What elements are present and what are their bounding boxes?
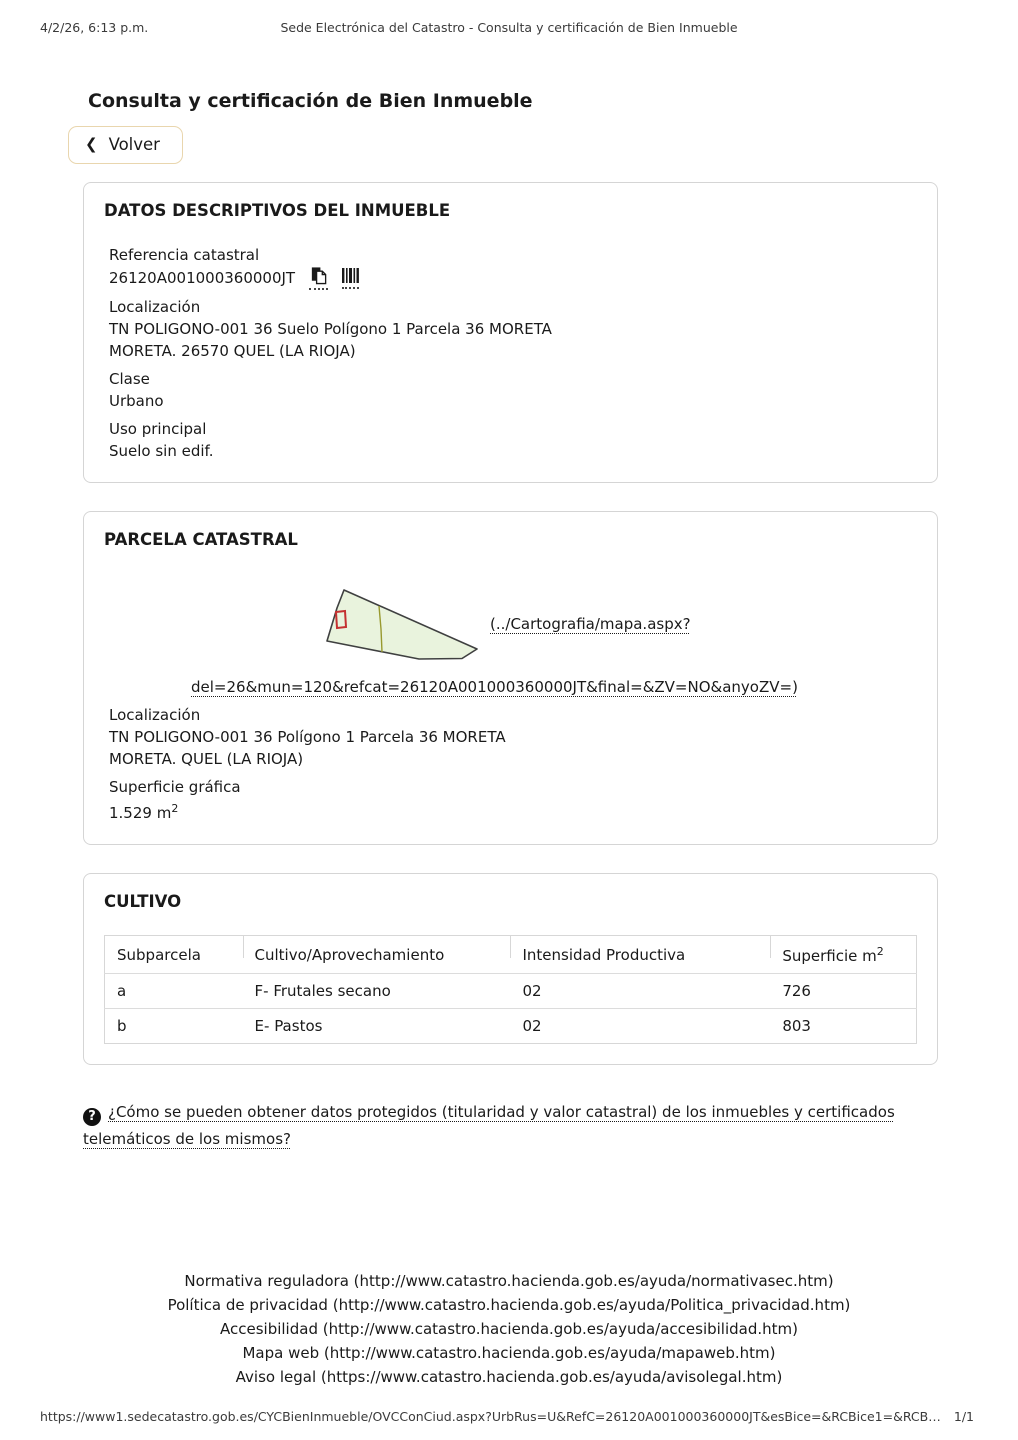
col-header-subparcela: Subparcela: [117, 946, 201, 964]
field-clase: [109, 368, 917, 412]
parcela-localizacion-label: Localización: [109, 706, 201, 724]
question-circle-icon: ?: [83, 1108, 101, 1126]
cell-intensidad: 02: [522, 982, 542, 1000]
page-indicator: 1/1: [953, 1409, 974, 1424]
uso-value: Suelo sin edif.: [109, 442, 214, 460]
field-referencia-catastral: [109, 244, 917, 290]
localizacion-line2: MORETA. 26570 QUEL (LA RIOJA): [109, 342, 356, 360]
print-doc-title: Sede Electrónica del Catastro - Consulta y certificación de Bien Inmueble: [280, 20, 738, 35]
footer-links: [0, 1269, 1018, 1389]
help-link[interactable]: ¿Cómo se pueden obtener datos protegidos (titularidad y valor catastral) de los inmuebles y certificados telemáticos de los mismos?: [83, 1103, 895, 1148]
table-row: [105, 974, 917, 1009]
cell-subparcela: b: [117, 1017, 127, 1035]
section-cultivo: [83, 873, 938, 1065]
copy-icon[interactable]: [309, 266, 328, 290]
col-header-superficie: Superficie $m^2$: [770, 936, 916, 974]
barcode-icon[interactable]: [342, 268, 359, 289]
print-header: [0, 0, 1018, 38]
cell-intensidad: 02: [522, 1017, 542, 1035]
footer-link-privacidad[interactable]: Política de privacidad (http://www.catastro.hacienda.gob.es/ayuda/Politica_privacidad.htm): [167, 1296, 851, 1314]
table-row: [105, 1009, 917, 1044]
parcela-localizacion-line2: MORETA. QUEL (LA RIOJA): [109, 750, 304, 768]
parcela-localizacion-line1: TN POLIGONO-001 36 Polígono 1 Parcela 36 MORETA: [109, 728, 506, 746]
section-datos-descriptivos: [83, 182, 938, 483]
footer-link-mapa-web[interactable]: Mapa web (http://www.catastro.hacienda.gob.es/ayuda/mapaweb.htm): [242, 1344, 776, 1362]
section-parcela-catastral: [83, 511, 938, 845]
cultivo-header-row: [105, 936, 917, 974]
superficie-label: Superficie gráfica: [109, 778, 241, 796]
print-datetime: 4/2/26, 6:13 p.m.: [40, 20, 149, 35]
col-header-intensidad: Intensidad Productiva: [510, 936, 770, 974]
field-uso-principal: [109, 418, 917, 462]
referencia-label: Referencia catastral: [109, 246, 260, 264]
clase-label: Clase: [109, 370, 150, 388]
cultivo-heading: CULTIVO: [104, 892, 182, 911]
referencia-value: 26120A001000360000JT: [109, 269, 296, 287]
cell-cultivo: E- Pastos: [254, 1017, 323, 1035]
cultivo-table: [104, 935, 917, 1044]
field-parcela-localizacion: [109, 704, 917, 770]
map-link-part1[interactable]: (../Cartografia/mapa.aspx?: [490, 614, 691, 633]
page-title: Consulta y certificación de Bien Inmueble: [88, 90, 533, 112]
col-header-cultivo: Cultivo/Aprovechamiento: [243, 936, 511, 974]
localizacion-label: Localización: [109, 298, 201, 316]
cell-superficie: 803: [782, 1017, 811, 1035]
footer-link-normativa[interactable]: Normativa reguladora (http://www.catastro.hacienda.gob.es/ayuda/normativasec.htm): [184, 1272, 834, 1290]
superficie-value: 1.529 $m^2$: [109, 802, 179, 822]
map-link-part2[interactable]: del=26&mun=120&refcat=26120A001000360000JT&final=&ZV=NO&anyoZV=): [191, 678, 798, 696]
chevron-left-icon: ❮: [85, 135, 98, 153]
print-footer: [0, 1399, 1018, 1440]
cell-cultivo: F- Frutales secano: [254, 982, 391, 1000]
localizacion-line1: TN POLIGONO-001 36 Suelo Polígono 1 Parcela 36 MORETA: [109, 320, 552, 338]
help-line: [83, 1099, 940, 1153]
footer-link-aviso-legal[interactable]: Aviso legal (https://www.catastro.hacienda.gob.es/ayuda/avisolegal.htm): [235, 1368, 783, 1386]
parcel-map-image[interactable]: [319, 581, 484, 666]
back-button[interactable]: [68, 126, 183, 164]
back-button-label: Volver: [108, 135, 160, 154]
parcela-heading: PARCELA CATASTRAL: [104, 530, 298, 549]
datos-heading: DATOS DESCRIPTIVOS DEL INMUEBLE: [104, 201, 451, 220]
uso-label: Uso principal: [109, 420, 207, 438]
footer-link-accesibilidad[interactable]: Accesibilidad (http://www.catastro.hacienda.gob.es/ayuda/accesibilidad.htm): [220, 1320, 798, 1338]
parcel-shape: [327, 590, 477, 659]
print-url: https://www1.sedecatastro.gob.es/CYCBienInmueble/OVCConCiud.aspx?UrbRus=U&RefC=26120A001000360000JT&esBice=&RCBice1=&RCB…: [40, 1409, 941, 1424]
field-localizacion: [109, 296, 917, 362]
field-superficie-grafica: [109, 776, 917, 824]
cell-subparcela: a: [117, 982, 127, 1000]
clase-value: Urbano: [109, 392, 164, 410]
cell-superficie: 726: [782, 982, 811, 1000]
